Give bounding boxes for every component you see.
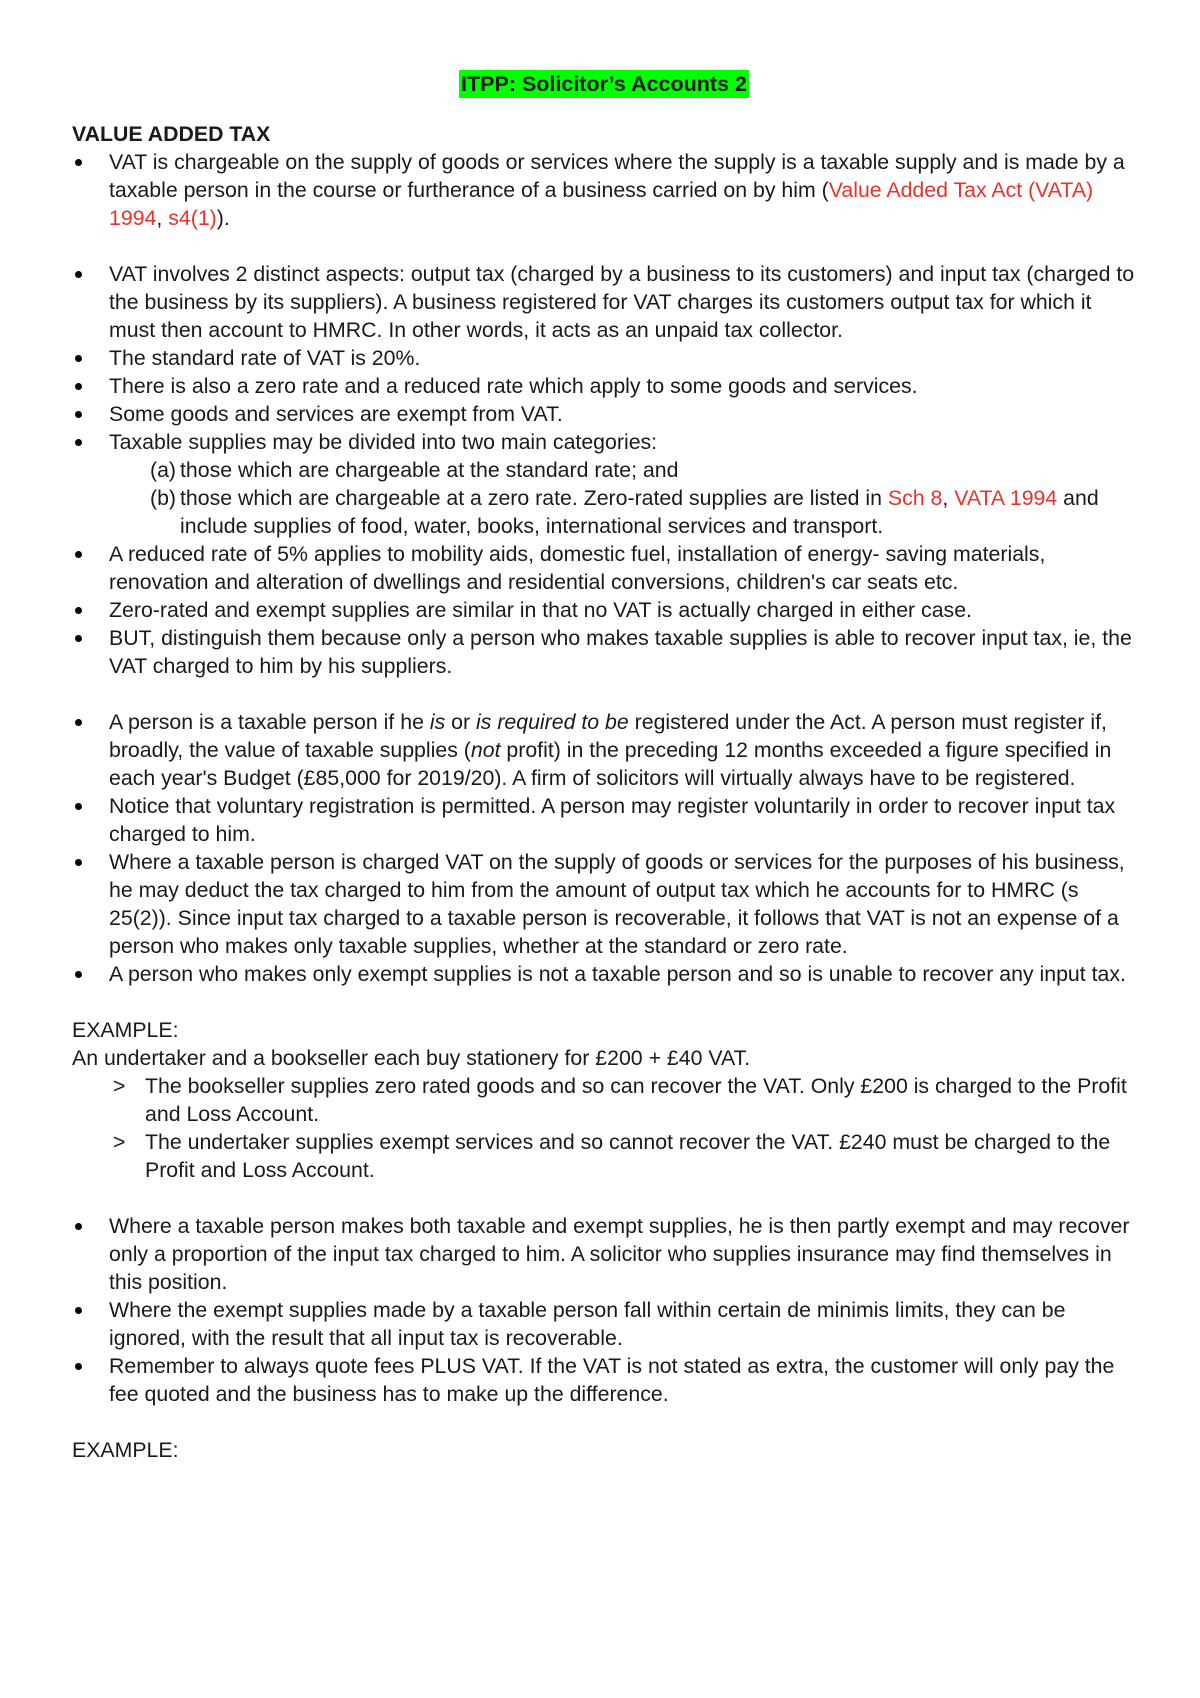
arrow-marker: > bbox=[113, 1130, 126, 1154]
list-item: A person who makes only exempt supplies is not a taxable person and so is unable to recover any input tax. bbox=[72, 960, 1142, 988]
list-item: BUT, distinguish them because only a person who makes taxable supplies is able to recover input tax, ie, the VAT charged to him by his suppliers. bbox=[72, 624, 1142, 680]
statute-reference: Value Added Tax Act (VATA) 1994 bbox=[109, 178, 1094, 230]
text-run: The bookseller supplies zero rated goods and so can recover the VAT. Only £200 is charged to the Profit and Loss Account. bbox=[145, 1074, 1127, 1126]
list-item: Where a taxable person is charged VAT on the supply of goods or services for the purposes of his business, he may deduct the tax charged to him from the amount of output tax which he accounts for to HMRC (s 25(2)). Since input tax charged to a taxable person is recoverable, it follows that VAT is not an expense of a person who makes only taxable supplies, whether at the standard or zero rate. bbox=[72, 848, 1142, 960]
document-page bbox=[72, 70, 1142, 1464]
list-item: Zero-rated and exempt supplies are similar in that no VAT is actually charged in either case. bbox=[72, 596, 1142, 624]
spacer bbox=[72, 680, 1142, 708]
list-item: Where the exempt supplies made by a taxable person fall within certain de minimis limits, they can be ignored, with the result that all input tax is recoverable. bbox=[72, 1296, 1142, 1352]
title-row bbox=[72, 70, 1142, 100]
text-run: registered under the Act. A person must register if, broadly, the value of taxable supplies ( bbox=[109, 710, 1107, 762]
list-item: Some goods and services are exempt from VAT. bbox=[72, 400, 1142, 428]
spacer bbox=[72, 232, 1142, 260]
text-run: , bbox=[942, 486, 955, 510]
list-item bbox=[72, 708, 1142, 792]
example-item bbox=[72, 1072, 1142, 1128]
text-run: Taxable supplies may be divided into two main categories: bbox=[109, 430, 658, 454]
sub-list bbox=[109, 456, 1142, 540]
section-heading: VALUE ADDED TAX bbox=[72, 122, 271, 146]
spacer bbox=[72, 988, 1142, 1016]
statute-reference: VATA 1994 bbox=[954, 486, 1058, 510]
list-item bbox=[72, 148, 1142, 232]
bullet-list-4 bbox=[72, 1212, 1142, 1408]
bullet-list-3 bbox=[72, 708, 1142, 988]
sub-list-item bbox=[109, 456, 1142, 484]
spacer bbox=[72, 1408, 1142, 1436]
example-label: EXAMPLE: bbox=[72, 1438, 179, 1462]
text-run: A person is a taxable person if he bbox=[109, 710, 430, 734]
arrow-marker: > bbox=[113, 1074, 126, 1098]
text-run: and include supplies of food, water, books, international services and transport. bbox=[180, 486, 1099, 538]
text-run: ). bbox=[216, 206, 230, 230]
bullet-list-2 bbox=[72, 260, 1142, 680]
text-run: The undertaker supplies exempt services and so cannot recover the VAT. £240 must be charged to the Profit and Loss Account. bbox=[145, 1130, 1111, 1182]
list-item bbox=[72, 428, 1142, 540]
example-intro: An undertaker and a bookseller each buy stationery for £200 + £40 VAT. bbox=[72, 1046, 751, 1070]
text-run: those which are chargeable at the standard rate; and bbox=[180, 458, 679, 482]
list-item: The standard rate of VAT is 20%. bbox=[72, 344, 1142, 372]
document-title: ITPP: Solicitor’s Accounts 2 bbox=[461, 72, 747, 96]
text-run: those which are chargeable at a zero rate. Zero-rated supplies are listed in bbox=[180, 486, 888, 510]
list-item: Notice that voluntary registration is permitted. A person may register voluntarily in order to recover input tax charged to him. bbox=[72, 792, 1142, 848]
text-run: , bbox=[156, 206, 169, 230]
schedule-reference: Sch 8 bbox=[887, 486, 943, 510]
example-list bbox=[72, 1072, 1142, 1184]
example-label: EXAMPLE: bbox=[72, 1018, 179, 1042]
list-item: A reduced rate of 5% applies to mobility aids, domestic fuel, installation of energy- saving materials, renovation and alteration of dwellings and residential conversions, children's car seats etc. bbox=[72, 540, 1142, 596]
text-run: or bbox=[445, 710, 477, 734]
list-item: Where a taxable person makes both taxable and exempt supplies, he is then partly exempt and may recover only a proportion of the input tax charged to him. A solicitor who supplies insurance may find themselves in this position. bbox=[72, 1212, 1142, 1296]
list-item: VAT involves 2 distinct aspects: output tax (charged by a business to its customers) and input tax (charged to the business by its suppliers). A business registered for VAT charges its customers output tax for which it must then account to HMRC. In other words, it acts as an unpaid tax collector. bbox=[72, 260, 1142, 344]
emphasis: not bbox=[470, 738, 501, 762]
emphasis: is bbox=[429, 710, 446, 734]
bullet-list-1 bbox=[72, 148, 1142, 232]
text-run: profit) in the preceding 12 months exceeded a figure specified in each year's Budget (£85,000 for 2019/20). A firm of solicitors will virtually always have to be registered. bbox=[109, 738, 1112, 790]
sub-list-marker: (a) bbox=[150, 458, 177, 482]
section-reference: s4(1) bbox=[168, 206, 217, 230]
emphasis: is required to be bbox=[476, 710, 629, 734]
example-item bbox=[72, 1128, 1142, 1184]
text-run: VAT is chargeable on the supply of goods or services where the supply is a taxable supply and is made by a taxable person in the course or furtherance of a business carried on by him ( bbox=[109, 150, 1125, 202]
sub-list-item bbox=[109, 484, 1142, 540]
list-item: Remember to always quote fees PLUS VAT. If the VAT is not stated as extra, the customer will only pay the fee quoted and the business has to make up the difference. bbox=[72, 1352, 1142, 1408]
spacer bbox=[72, 1184, 1142, 1212]
sub-list-marker: (b) bbox=[150, 486, 177, 510]
list-item: There is also a zero rate and a reduced rate which apply to some goods and services. bbox=[72, 372, 1142, 400]
